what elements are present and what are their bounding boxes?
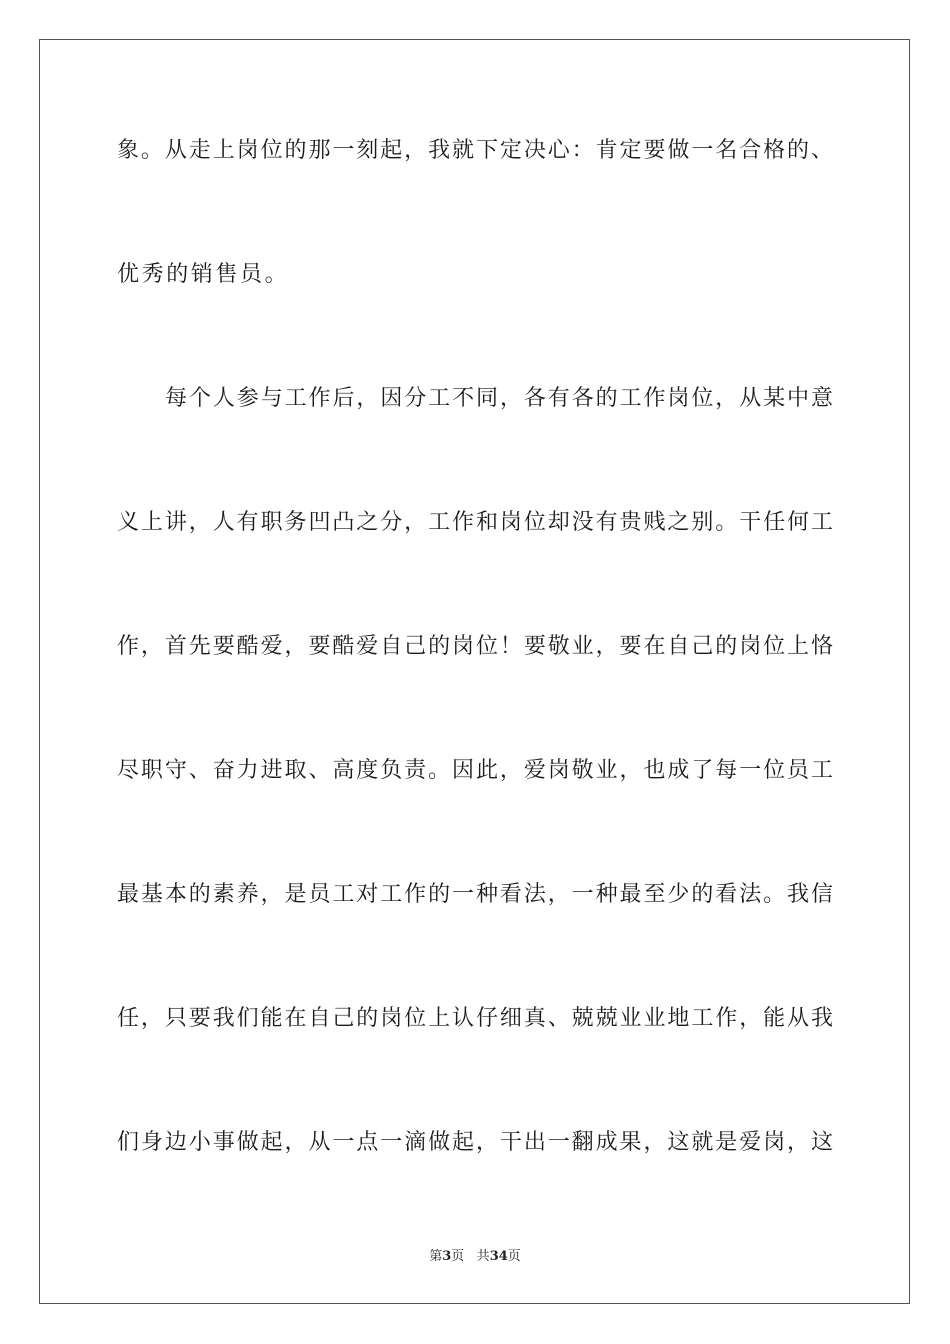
page-suffix: 页 xyxy=(451,1249,465,1264)
body-line-5: 作，首先要酷爱，要酷爱自己的岗位！要敬业，要在自己的岗位上恪 xyxy=(117,634,833,659)
body-line-2: 优秀的销售员。 xyxy=(117,262,290,287)
body-line-4: 义上讲，人有职务凹凸之分，工作和岗位却没有贵贱之别。干任何工 xyxy=(117,510,833,535)
body-line-7: 最基本的素养，是员工对工作的一种看法，一种最至少的看法。我信 xyxy=(117,882,833,907)
page-number: 3 xyxy=(442,1249,452,1264)
body-line-9: 们身边小事做起，从一点一滴做起，干出一翻成果，这就是爱岗，这 xyxy=(117,1130,833,1155)
total-suffix: 页 xyxy=(507,1249,521,1264)
total-pages: 34 xyxy=(489,1249,508,1264)
body-line-6: 尽职守、奋力进取、高度负责。因此，爱岗敬业，也成了每一位员工 xyxy=(117,758,833,783)
body-line-8: 任，只要我们能在自己的岗位上认仔细真、兢兢业业地工作，能从我 xyxy=(117,1006,833,1031)
page-border xyxy=(39,39,910,1304)
page-footer xyxy=(0,1248,950,1266)
body-line-1: 象。从走上岗位的那一刻起，我就下定决心：肯定要做一名合格的、 xyxy=(117,138,833,163)
total-prefix: 共 xyxy=(476,1249,490,1264)
page-prefix: 第 xyxy=(429,1249,443,1264)
body-line-3: 每个人参与工作后，因分工不同，各有各的工作岗位，从某中意 xyxy=(165,386,833,411)
